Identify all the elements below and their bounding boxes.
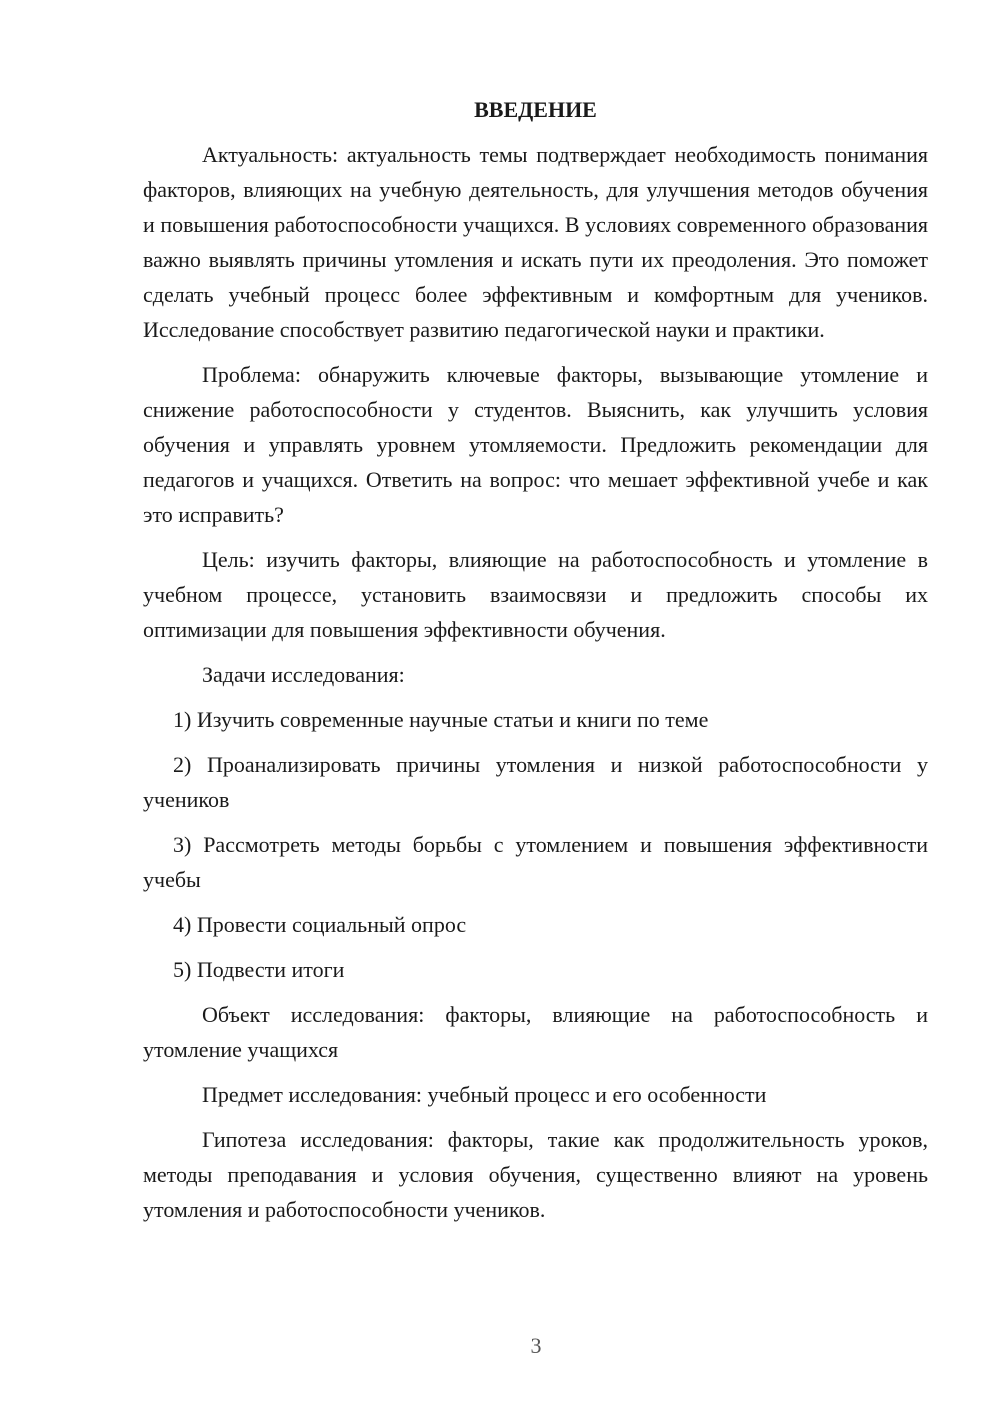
paragraph-relevance: Актуальность: актуальность темы подтверждает необходимость понимания факторов, влияющих на учебную деятельность, для улучшения методов обучения и повышения работоспособности учащихся. В условиях современного образования важно выявлять причины утомления и искать пути их преодоления. Это поможет сделать учебный процесс более эффективным и комфортным для учеников. Исследование способствует развитию педагогической науки и практики.: [143, 142, 928, 342]
paragraph-problem: Проблема: обнаружить ключевые факторы, вызывающие утомление и снижение работоспособности у студентов. Выяснить, как улучшить условия обучения и управлять уровнем утомляемости. Предложить рекомендации для педагогов и учащихся. Ответить на вопрос: что мешает эффективной учебе и как это исправить?: [143, 362, 928, 527]
paragraph-goal: Цель: изучить факторы, влияющие на работоспособность и утомление в учебном процессе, установить взаимосвязи и предложить способы их оптимизации для повышения эффективности обучения.: [143, 547, 928, 642]
task-item-2: 2) Проанализировать причины утомления и низкой работоспособности у учеников: [143, 752, 928, 812]
page-number: 3: [530, 1333, 542, 1358]
paragraph-tasks-heading: Задачи исследования:: [202, 662, 405, 687]
task-item-3: 3) Рассмотреть методы борьбы с утомлением и повышения эффективности учебы: [143, 832, 928, 892]
paragraph-object: Объект исследования: факторы, влияющие на работоспособность и утомление учащихся: [143, 1002, 928, 1062]
paragraph-subject: Предмет исследования: учебный процесс и его особенности: [202, 1082, 767, 1107]
task-item-4: 4) Провести социальный опрос: [173, 912, 467, 937]
task-item-5: 5) Подвести итоги: [173, 957, 345, 982]
page-title: ВВЕДЕНИЕ: [474, 97, 597, 122]
paragraph-hypothesis: Гипотеза исследования: факторы, такие как продолжительность уроков, методы преподавания и условия обучения, существенно влияют на уровень утомления и работоспособности учеников.: [143, 1127, 928, 1222]
task-item-1: 1) Изучить современные научные статьи и книги по теме: [173, 707, 709, 732]
document-page: [143, 94, 928, 1237]
